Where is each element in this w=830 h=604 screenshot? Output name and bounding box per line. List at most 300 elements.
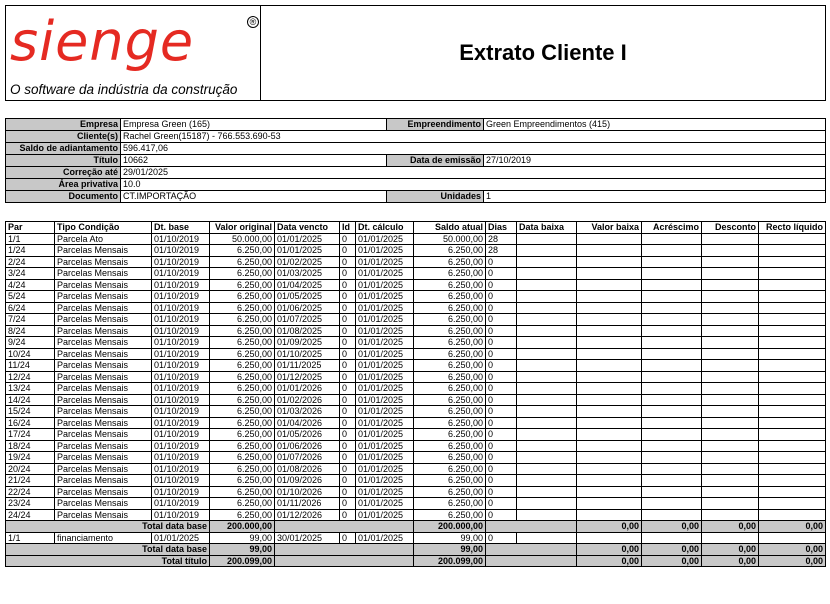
table-cell: 0 (486, 268, 517, 280)
table-cell: 01/01/2025 (152, 532, 210, 544)
table-cell: Parcela Ato (55, 233, 152, 245)
subtotal-acrescimo: 0,00 (642, 521, 702, 533)
table-cell (759, 233, 826, 245)
table-cell: Parcelas Mensais (55, 452, 152, 464)
table-cell: 6.250,00 (210, 475, 275, 487)
column-header: Valor baixa (577, 222, 642, 234)
table-cell (642, 532, 702, 544)
table-cell: 01/01/2025 (356, 452, 414, 464)
table-cell (759, 394, 826, 406)
table-cell: Parcelas Mensais (55, 291, 152, 303)
table-cell (759, 337, 826, 349)
table-cell: 9/24 (6, 337, 55, 349)
table-cell: 6.250,00 (210, 486, 275, 498)
table-cell: Parcelas Mensais (55, 475, 152, 487)
table-cell (577, 486, 642, 498)
table-cell (577, 337, 642, 349)
table-cell (642, 245, 702, 257)
table-cell (577, 498, 642, 510)
info-row (6, 131, 826, 143)
table-cell (577, 256, 642, 268)
table-cell (577, 417, 642, 429)
table-cell (702, 245, 759, 257)
titulo-value: 10662 (121, 155, 387, 167)
column-header: Id (340, 222, 356, 234)
info-row (6, 179, 826, 191)
table-cell (702, 532, 759, 544)
table-cell: 19/24 (6, 452, 55, 464)
table-cell: 0 (486, 429, 517, 441)
table-cell (517, 245, 577, 257)
table-cell: 6.250,00 (210, 245, 275, 257)
table-cell (642, 371, 702, 383)
table-cell: 01/11/2026 (275, 498, 340, 510)
table-cell (517, 417, 577, 429)
table-cell (517, 383, 577, 395)
table-cell: 01/01/2025 (356, 233, 414, 245)
table-cell (642, 452, 702, 464)
table-cell: 01/06/2026 (275, 440, 340, 452)
table-cell (759, 532, 826, 544)
table-cell (517, 463, 577, 475)
table-cell (759, 498, 826, 510)
table-cell: 6.250,00 (210, 256, 275, 268)
table-cell: 6.250,00 (414, 314, 486, 326)
table-cell: 0 (340, 245, 356, 257)
table-cell: 6.250,00 (210, 348, 275, 360)
table-cell: 01/10/2019 (152, 486, 210, 498)
table-row (6, 348, 826, 360)
table-cell (702, 417, 759, 429)
table-cell: 0 (486, 256, 517, 268)
table-cell: 0 (486, 360, 517, 372)
table-row (6, 429, 826, 441)
table-cell: 01/01/2025 (356, 302, 414, 314)
table-cell (577, 291, 642, 303)
table-cell: 5/24 (6, 291, 55, 303)
table-cell (759, 256, 826, 268)
subtotal-valor: 200.000,00 (210, 521, 275, 533)
table-cell: 0 (340, 348, 356, 360)
table-cell: 01/10/2019 (152, 498, 210, 510)
unidades-label: Unidades (387, 191, 484, 203)
table-cell: 01/04/2025 (275, 279, 340, 291)
empresa-value: Empresa Green (165) (121, 119, 387, 131)
table-cell: 0 (340, 463, 356, 475)
table-cell: Parcelas Mensais (55, 256, 152, 268)
table-cell: 01/10/2019 (152, 417, 210, 429)
table-cell: 0 (486, 302, 517, 314)
table-cell: 0 (486, 291, 517, 303)
table-cell (702, 498, 759, 510)
table-row (6, 452, 826, 464)
info-row (6, 191, 826, 203)
table-cell (577, 371, 642, 383)
table-cell: Parcelas Mensais (55, 429, 152, 441)
subtotal-desconto: 0,00 (702, 555, 759, 567)
table-cell: 01/01/2025 (356, 440, 414, 452)
clientes-label: Cliente(s) (6, 131, 121, 143)
logo-box (5, 5, 261, 101)
table-header-row (6, 222, 826, 234)
table-cell: 01/09/2026 (275, 475, 340, 487)
table-row (6, 371, 826, 383)
table-cell: 28 (486, 233, 517, 245)
table-cell: 01/01/2025 (356, 348, 414, 360)
table-cell: 01/01/2025 (356, 475, 414, 487)
table-cell (577, 440, 642, 452)
table-cell: 01/10/2019 (152, 429, 210, 441)
unidades-value: 1 (484, 191, 826, 203)
logo-wordmark: sienge (10, 10, 195, 73)
table-cell: Parcelas Mensais (55, 279, 152, 291)
table-cell (702, 268, 759, 280)
subtotal-label: Total data base (6, 521, 210, 533)
table-cell: 01/07/2026 (275, 452, 340, 464)
table-cell: 01/01/2025 (356, 279, 414, 291)
table-row (6, 509, 826, 521)
table-row (6, 498, 826, 510)
table-cell: 6.250,00 (414, 291, 486, 303)
table-cell: 01/10/2019 (152, 325, 210, 337)
table-cell (759, 371, 826, 383)
table-cell: 99,00 (414, 532, 486, 544)
table-cell (702, 394, 759, 406)
table-cell (577, 509, 642, 521)
table-cell (577, 302, 642, 314)
table-cell: 6.250,00 (210, 452, 275, 464)
table-cell (702, 440, 759, 452)
table-row (6, 279, 826, 291)
table-cell: 0 (340, 233, 356, 245)
table-cell: 50.000,00 (414, 233, 486, 245)
table-cell: 6.250,00 (210, 291, 275, 303)
table-cell (517, 406, 577, 418)
table-row (6, 475, 826, 487)
table-cell: 6.250,00 (414, 279, 486, 291)
table-cell: 28 (486, 245, 517, 257)
table-cell: 01/01/2025 (356, 371, 414, 383)
table-cell (759, 486, 826, 498)
area-value: 10.0 (121, 179, 826, 191)
table-cell: 01/08/2025 (275, 325, 340, 337)
table-row (6, 325, 826, 337)
table-cell (577, 463, 642, 475)
table-cell: 01/05/2026 (275, 429, 340, 441)
table-cell: 3/24 (6, 268, 55, 280)
table-cell (702, 279, 759, 291)
table-cell (577, 279, 642, 291)
table-cell: 0 (486, 314, 517, 326)
table-cell (517, 348, 577, 360)
table-cell (486, 521, 577, 533)
column-header: Desconto (702, 222, 759, 234)
table-cell (642, 498, 702, 510)
table-cell (759, 406, 826, 418)
table-cell: 01/01/2025 (356, 509, 414, 521)
table-cell: 30/01/2025 (275, 532, 340, 544)
table-cell (642, 360, 702, 372)
table-cell: 01/05/2025 (275, 291, 340, 303)
table-cell (517, 279, 577, 291)
table-cell: 6.250,00 (414, 509, 486, 521)
table-cell (642, 417, 702, 429)
table-cell: 01/01/2025 (356, 256, 414, 268)
table-cell (577, 452, 642, 464)
documento-label: Documento (6, 191, 121, 203)
table-cell: 6.250,00 (210, 279, 275, 291)
column-header: Acréscimo (642, 222, 702, 234)
subtotal-label: Total título (6, 555, 210, 567)
table-cell: 6.250,00 (210, 337, 275, 349)
subtotal-valor: 99,00 (210, 544, 275, 556)
table-cell (759, 463, 826, 475)
column-header: Saldo atual (414, 222, 486, 234)
correcao-label: Correção até (6, 167, 121, 179)
table-cell (642, 291, 702, 303)
table-cell (702, 348, 759, 360)
registered-icon: ® (247, 16, 259, 28)
table-cell: 01/10/2019 (152, 302, 210, 314)
table-cell (702, 463, 759, 475)
table-cell (702, 233, 759, 245)
column-header: Data vencto (275, 222, 340, 234)
table-cell: 6.250,00 (414, 302, 486, 314)
table-cell (642, 268, 702, 280)
subtotal-acrescimo: 0,00 (642, 555, 702, 567)
table-cell (759, 325, 826, 337)
subtotal-label: Total data base (6, 544, 210, 556)
table-cell: 6.250,00 (210, 325, 275, 337)
table-cell (275, 555, 414, 567)
table-row (6, 463, 826, 475)
table-cell (642, 509, 702, 521)
table-cell: Parcelas Mensais (55, 440, 152, 452)
table-cell: Parcelas Mensais (55, 509, 152, 521)
table-cell (517, 233, 577, 245)
documento-value: CT.IMPORTAÇÃO (121, 191, 387, 203)
table-cell (486, 544, 577, 556)
table-cell: 21/24 (6, 475, 55, 487)
table-cell: 01/08/2026 (275, 463, 340, 475)
table-cell (577, 532, 642, 544)
table-cell (642, 486, 702, 498)
table-cell (759, 452, 826, 464)
table-cell: 01/01/2025 (356, 325, 414, 337)
table-cell: 6.250,00 (210, 406, 275, 418)
table-cell (577, 314, 642, 326)
table-cell: 12/24 (6, 371, 55, 383)
table-cell: 6.250,00 (414, 348, 486, 360)
table-cell: 6.250,00 (414, 429, 486, 441)
table-cell (517, 429, 577, 441)
table-row (6, 268, 826, 280)
table-cell (642, 279, 702, 291)
logo-tagline: O software da indústria da construção (10, 82, 238, 97)
table-cell: 4/24 (6, 279, 55, 291)
table-cell: 8/24 (6, 325, 55, 337)
table-cell: Parcelas Mensais (55, 348, 152, 360)
subtotal-valor-baixa: 0,00 (577, 544, 642, 556)
table-cell: 01/10/2019 (152, 509, 210, 521)
table-row (6, 233, 826, 245)
table-cell: 6.250,00 (414, 406, 486, 418)
table-cell: 01/01/2025 (356, 360, 414, 372)
table-cell (517, 291, 577, 303)
table-cell: 0 (486, 475, 517, 487)
table-cell: Parcelas Mensais (55, 314, 152, 326)
table-cell: 1/1 (6, 233, 55, 245)
table-cell: Parcelas Mensais (55, 417, 152, 429)
table-cell: 22/24 (6, 486, 55, 498)
table-cell: 01/01/2025 (356, 337, 414, 349)
table-cell: 0 (340, 314, 356, 326)
table-cell: 01/10/2019 (152, 256, 210, 268)
table-cell: 20/24 (6, 463, 55, 475)
table-cell: 01/10/2019 (152, 233, 210, 245)
table-cell: 01/06/2025 (275, 302, 340, 314)
table-cell (517, 475, 577, 487)
table-cell: 0 (486, 348, 517, 360)
table-cell: 0 (340, 302, 356, 314)
table-cell (759, 429, 826, 441)
table-cell (642, 475, 702, 487)
table-cell: 01/01/2025 (356, 245, 414, 257)
info-row (6, 167, 826, 179)
table-cell (517, 371, 577, 383)
table-cell: 15/24 (6, 406, 55, 418)
table-cell (759, 383, 826, 395)
table-cell: 6.250,00 (414, 325, 486, 337)
table-cell: Parcelas Mensais (55, 383, 152, 395)
table-cell (517, 325, 577, 337)
subtotal-saldo: 200.000,00 (414, 521, 486, 533)
table-cell: 01/01/2025 (356, 532, 414, 544)
table-cell: 14/24 (6, 394, 55, 406)
table-cell: 0 (340, 325, 356, 337)
table-cell: 2/24 (6, 256, 55, 268)
table-cell: 6.250,00 (414, 498, 486, 510)
table-cell (642, 463, 702, 475)
table-cell (702, 406, 759, 418)
table-cell: 17/24 (6, 429, 55, 441)
table-cell: 0 (340, 440, 356, 452)
table-cell: 24/24 (6, 509, 55, 521)
subtotal-saldo: 99,00 (414, 544, 486, 556)
table-cell: 01/04/2026 (275, 417, 340, 429)
titulo-label: Título (6, 155, 121, 167)
table-cell: 6.250,00 (210, 371, 275, 383)
table-cell: 6.250,00 (414, 256, 486, 268)
table-cell: Parcelas Mensais (55, 302, 152, 314)
table-cell (759, 245, 826, 257)
subtotal-row (6, 521, 826, 533)
info-row (6, 143, 826, 155)
info-row (6, 155, 826, 167)
table-cell: 23/24 (6, 498, 55, 510)
table-cell: 0 (340, 498, 356, 510)
table-cell: 01/10/2019 (152, 279, 210, 291)
table-cell: 6.250,00 (414, 463, 486, 475)
table-cell: 0 (340, 417, 356, 429)
table-cell (642, 429, 702, 441)
table-cell: 0 (486, 486, 517, 498)
table-cell: 18/24 (6, 440, 55, 452)
table-cell: 0 (340, 486, 356, 498)
table-cell: 01/01/2025 (356, 463, 414, 475)
empreendimento-label: Empreendimento (387, 119, 484, 131)
table-cell: 6.250,00 (414, 452, 486, 464)
subtotal-desconto: 0,00 (702, 544, 759, 556)
table-cell: 6.250,00 (414, 383, 486, 395)
table-cell: Parcelas Mensais (55, 268, 152, 280)
table-cell: 0 (486, 417, 517, 429)
table-cell (702, 371, 759, 383)
table-cell: 01/10/2019 (152, 348, 210, 360)
table-cell (702, 360, 759, 372)
table-cell: 13/24 (6, 383, 55, 395)
column-header: Valor original (210, 222, 275, 234)
installments-table (5, 221, 826, 567)
table-cell: 0 (340, 371, 356, 383)
table-cell (642, 325, 702, 337)
table-cell: 0 (486, 279, 517, 291)
table-cell: 0 (340, 268, 356, 280)
table-cell: 16/24 (6, 417, 55, 429)
table-cell (759, 417, 826, 429)
table-cell: 01/10/2019 (152, 314, 210, 326)
table-cell: 0 (340, 509, 356, 521)
table-cell: 99,00 (210, 532, 275, 544)
table-cell (577, 429, 642, 441)
table-row (6, 383, 826, 395)
table-row (6, 360, 826, 372)
table-row (6, 417, 826, 429)
table-cell: 01/10/2026 (275, 486, 340, 498)
table-cell: 01/02/2026 (275, 394, 340, 406)
table-row (6, 314, 826, 326)
subtotal-acrescimo: 0,00 (642, 544, 702, 556)
table-cell: 01/10/2019 (152, 383, 210, 395)
table-cell (577, 475, 642, 487)
table-cell: 01/10/2025 (275, 348, 340, 360)
table-cell: 01/01/2025 (356, 486, 414, 498)
table-cell: 01/01/2025 (356, 268, 414, 280)
table-cell: 6.250,00 (210, 498, 275, 510)
table-cell: 0 (340, 532, 356, 544)
table-cell (702, 509, 759, 521)
table-row (6, 256, 826, 268)
table-cell: 01/10/2019 (152, 394, 210, 406)
table-cell: 01/03/2026 (275, 406, 340, 418)
table-cell (275, 521, 414, 533)
table-cell: 0 (486, 383, 517, 395)
table-cell (702, 486, 759, 498)
table-cell: 01/02/2025 (275, 256, 340, 268)
table-cell (702, 452, 759, 464)
column-header: Dt. cálculo (356, 222, 414, 234)
table-row (6, 337, 826, 349)
table-cell: 0 (340, 406, 356, 418)
table-cell: 6.250,00 (414, 417, 486, 429)
table-cell: 1/24 (6, 245, 55, 257)
table-cell (642, 383, 702, 395)
table-cell: 6.250,00 (210, 429, 275, 441)
table-cell (577, 233, 642, 245)
table-cell: 0 (340, 394, 356, 406)
table-cell (577, 406, 642, 418)
table-cell (577, 268, 642, 280)
